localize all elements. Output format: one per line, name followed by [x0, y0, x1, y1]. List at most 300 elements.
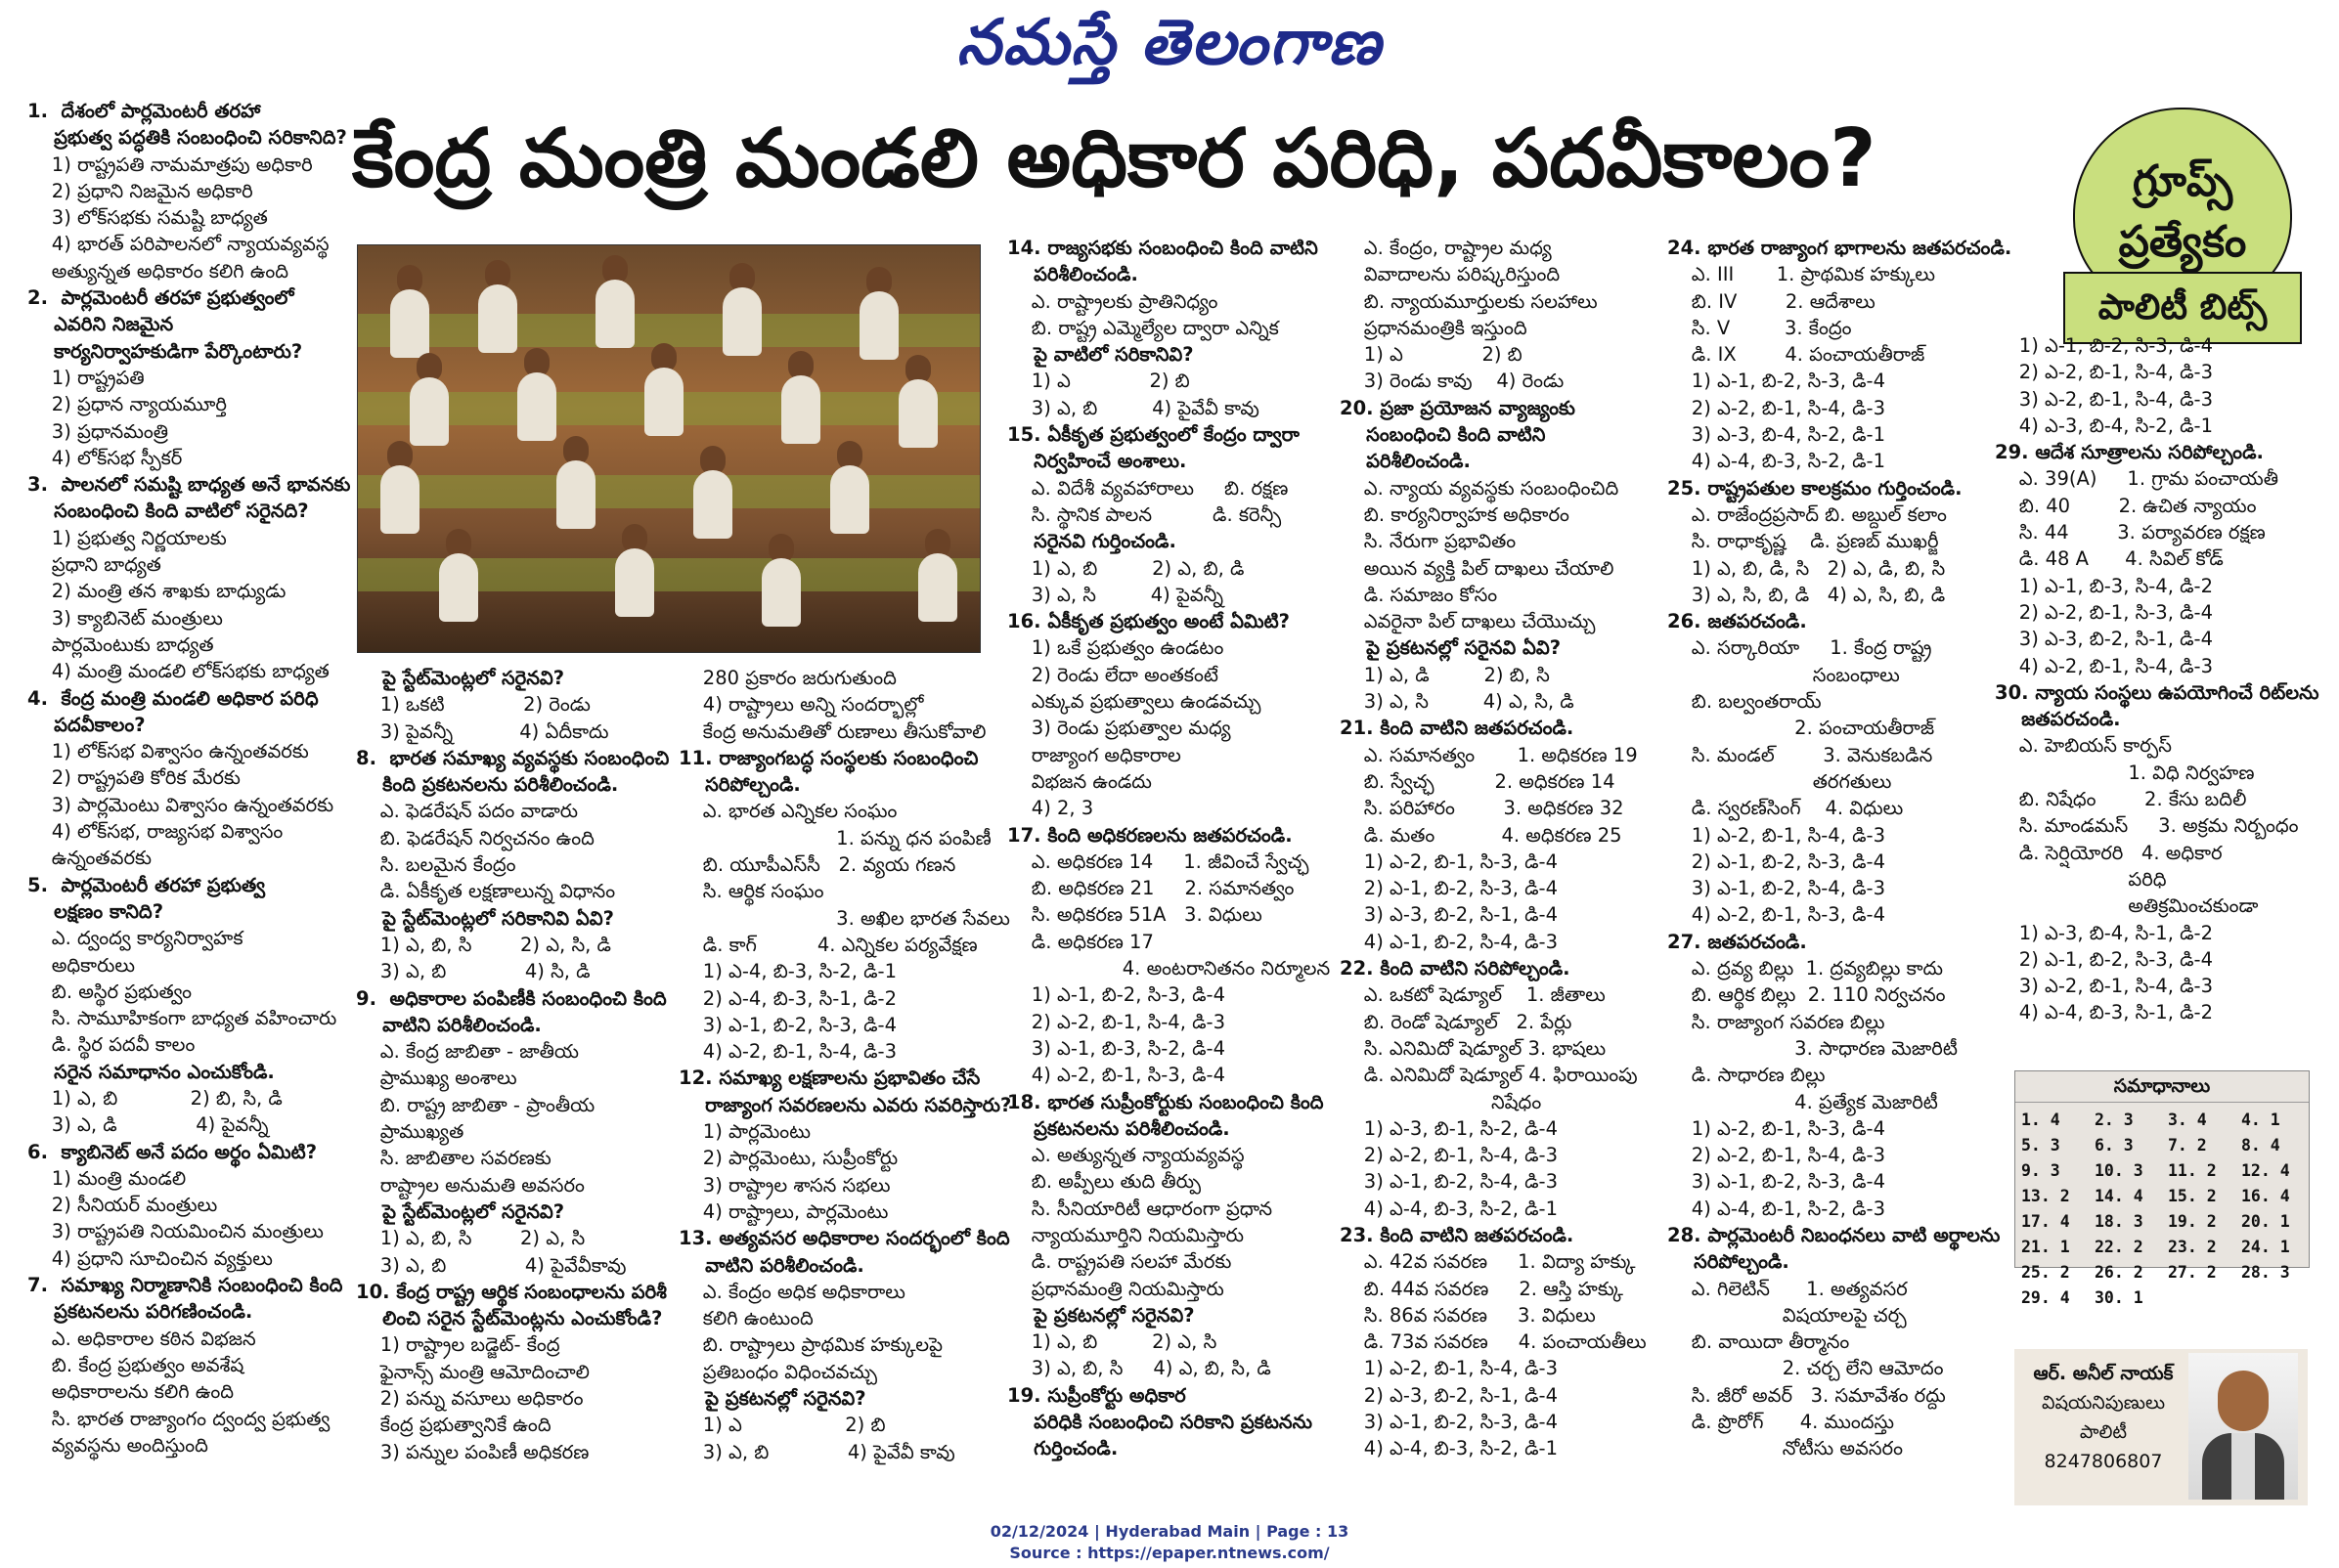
- option-text: 1) ఎ 2) బి: [679, 1414, 886, 1437]
- question-text: సరిపోల్చండి.: [679, 773, 801, 797]
- option-text: 1) ఎ, బి 2) బి, సి, డి: [27, 1086, 283, 1110]
- option-text: డి. 73వ సవరణ 4. పంచాయతీలు: [1340, 1330, 1647, 1354]
- option-text: డి. స్వరణ్‌సింగ్ 4. విధులు: [1667, 797, 1904, 820]
- option-text: 2. చర్చ లేని ఆమోదం: [1667, 1357, 1944, 1380]
- badge-line1: గ్రూప్స్: [2132, 156, 2233, 206]
- option-text: ఎ. ఫెడరేషన్ పదం వాడారు: [356, 800, 579, 823]
- option-text: ఎ. హెబియస్ కార్పస్: [1995, 734, 2172, 758]
- option-text: డి. ఎనిమిదో షెడ్యూల్ 4. ఫిరాయింపు: [1340, 1064, 1638, 1087]
- question-text: 20. ప్రజా ప్రయోజన వ్యాజ్యంకు: [1340, 396, 1575, 419]
- question-text: 16. ఏకీకృత ప్రభుత్వం అంటే ఏమిటి?: [1007, 610, 1290, 633]
- option-text: 1) మంత్రి మండలి: [27, 1166, 187, 1190]
- question-text: 18. భారత సుప్రీంకోర్టుకు సంబంధించి కింది: [1007, 1090, 1324, 1113]
- question-text: పరిధికి సంబంధించి సరికాని ప్రకటనను: [1007, 1411, 1313, 1434]
- option-text: 1) ఎ, డి 2) బి, సి: [1340, 663, 1550, 686]
- question-text: 22. కింది వాటిని సరిపోల్చండి.: [1340, 957, 1570, 980]
- option-text: 2) ఎ-2, బి-1, సి-4, డి-3: [1667, 1144, 1885, 1167]
- option-text: కేంద్ర అనుమతితో రుణాలు తీసుకోవాలి: [679, 719, 987, 743]
- option-text: బి. వాయిదా తీర్మానం: [1667, 1330, 1850, 1354]
- option-text: బి. అధికరణ 21 2. సమానత్వం: [1007, 877, 1295, 900]
- answer-cell: 16. 4: [2241, 1186, 2290, 1205]
- option-text: బి. స్వేచ్ఛ 2. అధికరణ 14: [1340, 769, 1615, 793]
- option-text: ఎ. న్యాయ వ్యవస్థకు సంబంధించిది: [1340, 476, 1619, 500]
- answer-cell: 24. 1: [2241, 1237, 2290, 1256]
- answer-cell: 27. 2: [2168, 1262, 2217, 1282]
- option-text: 3) లోక్‌సభకు సమష్టి బాధ్యత: [27, 206, 268, 230]
- option-text: 1) ఒకటి 2) రెండు: [356, 693, 591, 717]
- option-text: కేంద్ర ప్రభుత్వానికే ఉంది: [356, 1414, 552, 1437]
- question-text: 10. కేంద్ర రాష్ట్ర ఆర్థిక సంబంధాలను పరిశీ: [356, 1280, 667, 1303]
- question-text: పై ప్రకటనల్లో సరైనవి?: [1007, 1303, 1195, 1327]
- question-text: పై ప్రకటనల్లో సరైనవి ఏవి?: [1340, 636, 1562, 660]
- option-text: ప్రధానమంత్రి నియమిస్తారు: [1007, 1277, 1224, 1300]
- option-text: 4) ఎ-4, బి-3, సి-2, డి-1: [1667, 450, 1885, 473]
- option-text: 280 ప్రకారం జరుగుతుంది: [679, 667, 897, 689]
- option-text: 1) ఎ-1, బి-2, సి-3, డి-4: [1995, 334, 2213, 357]
- option-text: బి. రాష్ట్రాలు ప్రాథమిక హక్కులపై: [679, 1333, 943, 1357]
- option-text: 1) ఎ, బి, డి, సి 2) ఎ, డి, బి, సి: [1667, 556, 1946, 580]
- answer-cell: 25. 2: [2021, 1262, 2070, 1282]
- option-text: బి. ఫెడరేషన్ నిర్వచనం ఉంది: [356, 826, 595, 849]
- question-text: 7. సమాఖ్య నిర్మాణానికి సంబంధించి కింది: [27, 1274, 343, 1297]
- option-text: సి. అధికరణ 51A 3. విధులు: [1007, 903, 1262, 927]
- answer-row: [2015, 1234, 2309, 1259]
- option-text: 2) పార్లమెంటు, సుప్రీంకోర్టు: [679, 1147, 899, 1170]
- option-text: ఎ. అధికారాల కఠిన విభజన: [27, 1327, 256, 1350]
- answer-cell: 22. 2: [2095, 1237, 2143, 1256]
- author-info: [2020, 1359, 2186, 1476]
- option-text: 3) ఎ-1, బి-2, సి-4, డి-3: [1667, 877, 1885, 900]
- column-1: [27, 98, 350, 1459]
- answer-cell: 20. 1: [2241, 1211, 2290, 1231]
- option-text: 4) ఎ-3, బి-4, సి-2, డి-1: [1995, 414, 2213, 437]
- option-text: 1) ఎ-3, బి-4, సి-1, డి-2: [1995, 921, 2213, 944]
- option-text: 3) ఎ-2, బి-1, సి-4, డి-3: [1995, 387, 2213, 411]
- option-text: 3) ఎ, సి 4) ఎ, సి, డి: [1340, 690, 1574, 714]
- option-text: అత్యున్నత అధికారం కలిగి ఉంది: [27, 259, 289, 283]
- option-text: 1) ఎ 2) బి: [1340, 343, 1523, 367]
- option-text: డి. సాధారణ బిల్లు: [1667, 1064, 1826, 1087]
- question-text: 19. సుప్రీంకోర్టు అధికార: [1007, 1383, 1186, 1407]
- option-text: 1) ఒకే ప్రభుత్వం ఉండటం: [1007, 636, 1224, 660]
- option-text: 4) ఎ-2, బి-1, సి-3, డి-4: [1667, 903, 1885, 927]
- option-text: ఎ. సమానత్వం 1. అధికరణ 19: [1340, 743, 1638, 766]
- answer-cell: 1. 4: [2021, 1110, 2060, 1129]
- option-text: 3) రాష్ట్రపతి నియమించిన మంత్రులు: [27, 1220, 324, 1243]
- option-text: ఎ. సర్కారియా 1. కేంద్ర రాష్ట్ర: [1667, 636, 1932, 660]
- option-text: 1) ఎ, బి 2) ఎ, బి, డి: [1007, 556, 1245, 580]
- option-text: 3) ఎ-1, బి-2, సి-3, డి-4: [1340, 1411, 1558, 1434]
- answer-cell: 28. 3: [2241, 1262, 2290, 1282]
- option-text: 3) రాష్ట్రాల శాసన సభలు: [679, 1173, 891, 1197]
- answer-cell: 11. 2: [2168, 1160, 2217, 1180]
- option-text: డి. మతం 4. అధికరణ 25: [1340, 823, 1622, 847]
- option-text: 3. అఖిల భారత సేవలు: [679, 906, 1010, 930]
- option-text: సి. నేరుగా ప్రభావితం: [1340, 530, 1517, 553]
- answer-cell: 4. 1: [2241, 1110, 2280, 1129]
- option-text: 2) ఎ-2, బి-1, సి-3, డి-4: [1995, 600, 2213, 624]
- option-text: బి. నిషేధం 2. కేసు బదిలీ: [1995, 788, 2247, 811]
- badge-label: పాలిటీ బిట్స్: [2063, 272, 2302, 344]
- option-text: ఎ. భారత ఎన్నికల సంఘం: [679, 800, 898, 823]
- answer-cell: [2162, 1285, 2235, 1310]
- option-text: 1) ఎ-1, బి-3, సి-4, డి-2: [1995, 574, 2213, 597]
- option-text: 4) లోక్‌సభ, రాజ్యసభ విశ్వాసం: [27, 820, 284, 844]
- option-text: ప్రధాని బాధ్యత: [27, 553, 161, 577]
- option-text: విషయాలపై చర్చ: [1667, 1303, 1907, 1327]
- option-text: సి. ఆర్థిక సంఘం: [679, 880, 824, 903]
- option-text: 3) పార్లమెంటు విశ్వాసం ఉన్నంతవరకు: [27, 793, 334, 816]
- option-text: బి. రాష్ట్ర జాబితా - ప్రాంతీయ: [356, 1093, 596, 1116]
- question-text: 25. రాష్ట్రపతుల కాలక్రమం గుర్తించండి.: [1667, 476, 1963, 500]
- option-text: 3) ఎ-1, బి-3, సి-2, డి-4: [1007, 1036, 1225, 1060]
- question-text: 2. పార్లమెంటరీ తరహా ప్రభుత్వంలో: [27, 286, 294, 310]
- option-text: 3) ఎ-2, బి-1, సి-4, డి-3: [1995, 975, 2213, 998]
- option-text: డి. అధికరణ 17: [1007, 930, 1154, 953]
- option-text: 2) ప్రధాని నిజమైన అధికారి: [27, 179, 253, 202]
- answer-row: [2015, 1285, 2309, 1310]
- option-text: 1) లోక్‌సభ విశ్వాసం ఉన్నంతవరకు: [27, 740, 309, 763]
- option-text: 4) ఎ-4, బి-1, సి-2, డి-3: [1667, 1197, 1885, 1220]
- author-name: ఆర్. అనీల్ నాయక్: [2033, 1363, 2174, 1384]
- option-text: 2) ఎ-3, బి-2, సి-1, డి-4: [1340, 1383, 1558, 1407]
- question-text: 5. పార్లమెంటరీ తరహా ప్రభుత్వ: [27, 873, 266, 896]
- question-text: కింది ప్రకటనలను పరిశీలించండి.: [356, 773, 619, 797]
- column-4: [1340, 235, 1672, 1462]
- option-text: 3) క్యాబినెట్ మంత్రులు: [27, 606, 223, 630]
- option-text: 1. పన్ను ధన పంపిణీ: [679, 826, 992, 849]
- answer-cell: 2. 3: [2095, 1110, 2134, 1129]
- footer-source: Source : https://epaper.ntnews.com/: [1009, 1544, 1330, 1562]
- answer-cell: 19. 2: [2168, 1211, 2217, 1231]
- option-text: ఎ. కేంద్ర జాబితా - జాతీయ: [356, 1040, 579, 1064]
- option-text: 3) ఎ, డి 4) పైవన్నీ: [27, 1113, 269, 1137]
- option-text: 2) ఎ-2, బి-1, సి-4, డి-3: [1007, 1010, 1225, 1033]
- answer-key-title: సమాధానాలు: [2015, 1075, 2309, 1103]
- option-text: 2) పన్ను వసూలు అధికారం: [356, 1387, 584, 1411]
- page-footer: [0, 1521, 2339, 1564]
- answer-cell: 26. 2: [2095, 1262, 2143, 1282]
- option-text: సి. రాజ్యాంగ సవరణ బిల్లు: [1667, 1010, 1885, 1033]
- option-text: ఉన్నంతవరకు: [27, 847, 152, 870]
- option-text: 1) ఎ-2, బి-1, సి-3, డి-4: [1667, 1116, 1885, 1140]
- option-text: సి. బలమైన కేంద్రం: [356, 853, 516, 877]
- answer-cell: 8. 4: [2241, 1135, 2280, 1154]
- question-text: ప్రకటనలను పరిగణించండి.: [27, 1300, 253, 1324]
- question-text: 13. అత్యవసర అధికారాల సందర్భంలో కింది: [679, 1227, 1010, 1250]
- answer-cell: 30. 1: [2095, 1287, 2143, 1307]
- answer-cell: 5. 3: [2021, 1135, 2060, 1154]
- option-text: ఎ. ద్రవ్య బిల్లు 1. ద్రవ్యబిల్లు కాదు: [1667, 957, 1943, 980]
- question-text: లించి సరైన స్టేట్‌మెంట్లను ఎంచుకోండి?: [356, 1307, 663, 1330]
- answer-row: [2015, 1208, 2309, 1234]
- option-text: సి. V 3. కేంద్రం: [1667, 316, 1852, 339]
- option-text: 1) రాష్ట్రపతి నామమాత్రపు అధికారి: [27, 152, 313, 176]
- option-text: 1) ఎ-1, బి-2, సి-3, డి-4: [1007, 983, 1225, 1007]
- question-text: 28. పార్లమెంటరీ నిబంధనలు వాటి అర్థాలను: [1667, 1223, 2001, 1246]
- option-text: డి. ఏకీకృత లక్షణాలున్న విధానం: [356, 880, 616, 903]
- footer-date-edition: 02/12/2024 | Hyderabad Main | Page : 13: [990, 1522, 1349, 1541]
- option-text: 1) ఎ-2, బి-1, సి-4, డి-3: [1667, 823, 1885, 847]
- option-text: ఎ. III 1. ప్రాథమిక హక్కులు: [1667, 263, 1935, 286]
- section-badge: [2063, 108, 2298, 347]
- option-text: 4) మంత్రి మండలి లోక్‌సభకు బాధ్యత: [27, 660, 330, 683]
- option-text: సి. భారత రాజ్యాంగం ద్వంద్వ ప్రభుత్వ: [27, 1407, 331, 1430]
- option-text: 2) ఎ-1, బి-2, సి-3, డి-4: [1340, 877, 1558, 900]
- option-text: 1) రాష్ట్రాల బడ్జెట్- కేంద్ర: [356, 1333, 560, 1357]
- question-text: లక్షణం కానిది?: [27, 899, 164, 923]
- option-text: అయిన వ్యక్తి పిల్ దాఖలు చేయాలి: [1340, 556, 1614, 580]
- option-text: వివాదాలను పరిష్కరిస్తుంది: [1340, 263, 1561, 286]
- option-text: తరగతులు: [1667, 769, 1892, 793]
- option-text: డి. సమాజం కోసం: [1340, 583, 1498, 606]
- option-text: 1) ఎ-2, బి-1, సి-4, డి-3: [1340, 1357, 1558, 1380]
- option-text: డి. స్థిర పదవీ కాలం: [27, 1033, 196, 1057]
- option-text: 1) ఎ, బి, సి 2) ఎ, సి: [356, 1227, 586, 1250]
- column-2: [356, 665, 679, 1465]
- option-text: సి. స్థానిక పాలన డి. కరెన్సీ: [1007, 502, 1282, 526]
- option-text: 4) ఎ-4, బి-3, సి-1, డి-2: [1995, 1001, 2213, 1024]
- option-text: కలిగి ఉంటుంది: [679, 1307, 814, 1330]
- option-text: 3) ఎ-3, బి-2, సి-1, డి-4: [1995, 628, 2213, 651]
- option-text: బి. 44వ సవరణ 2. ఆస్తి హక్కు: [1340, 1277, 1623, 1300]
- option-text: 4) ప్రధాని సూచించిన వ్యక్తులు: [27, 1246, 273, 1270]
- option-text: సి. జాబితాల సవరణకు: [356, 1147, 552, 1170]
- question-text: పై ప్రకటనల్లో సరైనవి?: [679, 1387, 866, 1411]
- answer-row: [2015, 1132, 2309, 1157]
- option-text: సి. మాండమస్ 3. అక్రమ నిర్బంధం: [1995, 814, 2299, 838]
- option-text: ప్రతిబంధం విధించవచ్చు: [679, 1360, 878, 1383]
- question-text: గుర్తించండి.: [1007, 1437, 1119, 1460]
- option-text: ఎ. ద్వంద్వ కార్యనిర్వాహక: [27, 927, 243, 950]
- option-text: 1) ఎ, బి 2) ఎ, సి: [1007, 1330, 1217, 1354]
- answer-cell: 18. 3: [2095, 1211, 2143, 1231]
- option-text: 3) ఎ-1, బి-2, సి-4, డి-3: [1340, 1170, 1558, 1194]
- question-text: పదవీకాలం?: [27, 713, 146, 736]
- option-text: 3) ఎ, బి 4) సి, డి: [356, 960, 591, 983]
- question-text: జతపరచండి.: [1995, 708, 2121, 731]
- option-text: 2) ప్రధాన న్యాయమూర్తి: [27, 393, 227, 416]
- option-text: 3) పన్నుల పంపిణీ అధికరణ: [356, 1440, 590, 1463]
- option-text: డి. IX 4. పంచాయతీరాజ్: [1667, 343, 1925, 367]
- option-text: బి. న్యాయమూర్తులకు సలహాలు: [1340, 289, 1598, 313]
- option-text: ఎ. రాష్ట్రాలకు ప్రాతినిధ్యం: [1007, 289, 1218, 313]
- option-text: 3) ఎ, బి 4) పైవేవీ కావు: [679, 1440, 955, 1463]
- option-text: 2) సీనియర్ మంత్రులు: [27, 1194, 218, 1217]
- option-text: 1) ఎ 2) బి: [1007, 370, 1190, 393]
- masthead-logo: నమస్తే తెలంగాణ: [956, 6, 1383, 79]
- option-text: విభజన ఉండదు: [1007, 769, 1152, 793]
- question-text: వాటిని పరిశీలించండి.: [679, 1253, 864, 1277]
- option-text: సి. రాధాకృష్ణ డి. ప్రణబ్ ముఖర్జీ: [1667, 530, 1939, 553]
- option-text: 3) ఎ-1, బి-2, సి-3, డి-4: [1667, 1170, 1885, 1194]
- option-text: పరిధి: [1995, 867, 2167, 891]
- option-text: ప్రాముఖ్య అంశాలు: [356, 1067, 517, 1090]
- option-text: సంబంధాలు: [1667, 663, 1900, 686]
- option-text: బి. బల్వంతరాయ్: [1667, 690, 1822, 714]
- question-text: పై స్టేట్‌మెంట్లలో సరైనవి?: [356, 667, 565, 689]
- question-text: 12. సమాఖ్య లక్షణాలను ప్రభావితం చేసే: [679, 1067, 981, 1090]
- option-text: 4) ఎ-2, బి-1, సి-4, డి-3: [1995, 654, 2213, 677]
- answer-cell: 9. 3: [2021, 1160, 2060, 1180]
- option-text: డి. 48 A 4. సివిల్ కోడ్: [1995, 547, 2224, 571]
- answer-key-table: [2015, 1107, 2309, 1310]
- question-text: 24. భారత రాజ్యాంగ భాగాలను జతపరచండి.: [1667, 237, 2012, 259]
- question-text: 11. రాజ్యాంగబద్ధ సంస్థలకు సంబంధించి: [679, 746, 979, 769]
- answer-cell: 17. 4: [2021, 1211, 2070, 1231]
- option-text: ఎ. అత్యున్నత న్యాయవ్యవస్థ: [1007, 1144, 1245, 1167]
- option-text: 2. పంచాయతీరాజ్: [1667, 717, 1935, 740]
- answer-cell: 14. 4: [2095, 1186, 2143, 1205]
- option-text: 4) రాష్ట్రాలు అన్ని సందర్భాల్లో: [679, 693, 924, 717]
- option-text: 1) పార్లమెంటు: [679, 1120, 811, 1144]
- question-text: సరిపోల్చండి.: [1667, 1250, 1789, 1274]
- option-text: డి. ప్రొరోగ్ 4. ముందస్తు: [1667, 1411, 1894, 1434]
- option-text: బి. అప్పీలు తుది తీర్పు: [1007, 1170, 1202, 1194]
- article-headline: కేంద్ర మంత్రి మండలి అధికార పరిధి, పదవీకాలం?: [352, 112, 1876, 205]
- option-text: సి. 44 3. పర్యావరణ రక్షణ: [1995, 521, 2266, 544]
- option-text: సి. పరిహారం 3. అధికరణ 32: [1340, 797, 1624, 820]
- question-text: ప్రభుత్వ పద్ధతికి సంబంధించి సరికానిది?: [27, 126, 347, 150]
- option-text: 1) ఎ-3, బి-1, సి-2, డి-4: [1340, 1116, 1558, 1140]
- option-text: బి. కేంద్ర ప్రభుత్వం అవశేష: [27, 1353, 244, 1376]
- option-text: బి. 40 2. ఉచిత న్యాయం: [1995, 494, 2257, 517]
- option-text: 3) ఎ, బి 4) పైవేవీ కావు: [1007, 396, 1259, 419]
- option-text: 1) ఎ-4, బి-3, సి-2, డి-1: [679, 960, 897, 983]
- option-text: 2) ఎ-1, బి-2, సి-3, డి-4: [1995, 947, 2213, 971]
- option-text: ఎ. రాజేంద్రప్రసాద్ బి. అబ్దుల్ కలాం: [1667, 502, 1947, 526]
- option-text: 4) ఎ-2, బి-1, సి-3, డి-4: [1007, 1064, 1225, 1087]
- question-text: రాజ్యాంగ సవరణలను ఎవరు సవరిస్తారు?: [679, 1093, 1012, 1116]
- question-text: సంబంధించి కింది వాటిలో సరైనది?: [27, 500, 309, 523]
- answer-cell: [2235, 1285, 2309, 1310]
- question-text: పరిశీలించండి.: [1007, 263, 1138, 286]
- question-text: 26. జతపరచండి.: [1667, 610, 1807, 633]
- option-text: 4) రాష్ట్రాలు, పార్లమెంటు: [679, 1199, 889, 1223]
- question-text: 9. అధికారాల పంపిణీకి సంబంధించి కింది: [356, 986, 667, 1010]
- option-text: 3) ప్రధానమంత్రి: [27, 419, 169, 443]
- option-text: 4) లోక్‌సభ స్పీకర్: [27, 446, 183, 469]
- column-2b: [679, 665, 1012, 1465]
- option-text: అతిక్రమించకుండా: [1995, 894, 2259, 918]
- answer-cell: 12. 4: [2241, 1160, 2290, 1180]
- option-text: 4) భారత్ పరిపాలనలో న్యాయవ్యవస్థ: [27, 233, 330, 256]
- option-text: ఎవరైనా పిల్ దాఖలు చేయొచ్చు: [1340, 610, 1596, 633]
- option-text: 2) ఎ-2, బి-1, సి-4, డి-3: [1995, 361, 2213, 384]
- author-box: [2014, 1349, 2308, 1505]
- author-subject: పాలిటీ: [2079, 1421, 2128, 1443]
- option-text: 1) ఎ-1, బి-2, సి-3, డి-4: [1667, 370, 1885, 393]
- option-text: బి. కార్యనిర్వాహక అధికారం: [1340, 502, 1569, 526]
- option-text: 3) రెండు కావు 4) రెండు: [1340, 370, 1565, 393]
- question-text: 30. న్యాయ సంస్థలు ఉపయోగించే రిట్‌లను: [1995, 680, 2319, 704]
- option-text: ఎ. కేంద్రం, రాష్ట్రాల మధ్య: [1340, 237, 1552, 259]
- question-text: పై స్టేట్‌మెంట్లలో సరైనవి?: [356, 1199, 565, 1223]
- option-text: 2) రాష్ట్రపతి కోరిక మేరకు: [27, 766, 241, 790]
- question-text: 3. పాలనలో సమష్టి బాధ్యత అనే భావనకు: [27, 473, 351, 497]
- option-text: డి. రాష్ట్రపతి సలహా మేరకు: [1007, 1250, 1232, 1274]
- option-text: 2) ఎ-2, బి-1, సి-4, డి-3: [1340, 1144, 1558, 1167]
- question-text: 4. కేంద్ర మంత్రి మండలి అధికార పరిధి: [27, 686, 319, 710]
- column-6: [1995, 332, 2327, 1026]
- column-5: [1667, 235, 2012, 1462]
- question-text: 23. కింది వాటిని జతపరచండి.: [1340, 1223, 1574, 1246]
- option-text: ఫైనాన్స్ మంత్రి ఆమోదించాలి: [356, 1360, 590, 1383]
- option-text: ఎ. 39(A) 1. గ్రామ పంచాయతీ: [1995, 467, 2278, 491]
- option-text: 4) 2, 3: [1007, 797, 1094, 820]
- option-text: ఎక్కువ ప్రభుత్వాలు ఉండవచ్చు: [1007, 690, 1261, 714]
- option-text: 3) ఎ, బి, సి 4) ఎ, బి, సి, డి: [1007, 1357, 1271, 1380]
- answer-row: [2015, 1157, 2309, 1183]
- option-text: 1) ఎ, బి, సి 2) ఎ, సి, డి: [356, 933, 611, 956]
- question-text: సరైనవి గుర్తించండి.: [1007, 530, 1176, 553]
- option-text: 3. సాధారణ మెజారిటీ: [1667, 1036, 1958, 1060]
- question-text: పై స్టేట్‌మెంట్లలో సరికానివి ఏవి?: [356, 906, 614, 930]
- option-text: 3) ఎ, సి 4) పైవన్నీ: [1007, 583, 1224, 606]
- option-text: 3) ఎ, సి, బి, డి 4) ఎ, సి, బి, డి: [1667, 583, 1946, 606]
- option-text: డి. సెర్షియోరరి 4. అధికార: [1995, 841, 2223, 864]
- option-text: బి. రాష్ట్ర ఎమ్మెల్యేల ద్వారా ఎన్నిక: [1007, 316, 1279, 339]
- author-role: విషయనిపుణులు: [2041, 1392, 2166, 1414]
- answer-row: [2015, 1107, 2309, 1132]
- option-text: సి. జీరో అవర్ 3. సమావేశం రద్దు: [1667, 1383, 1946, 1407]
- question-text: 1. దేశంలో పార్లమెంటరీ తరహా: [27, 100, 261, 122]
- question-text: వాటిని పరిశీలించండి.: [356, 1013, 542, 1036]
- question-text: పరిశీలించండి.: [1340, 450, 1471, 473]
- option-text: నోటీసు అవసరం: [1667, 1437, 1903, 1460]
- question-text: 29. ఆదేశ సూత్రాలను సరిపోల్చండి.: [1995, 441, 2264, 464]
- question-text: సరైన సమాధానం ఎంచుకోండి.: [27, 1060, 275, 1083]
- option-text: 3) ఎ-1, బి-2, సి-3, డి-4: [679, 1013, 897, 1036]
- option-text: సి. ఎనిమిదో షెడ్యూల్ 3. భాషలు: [1340, 1036, 1607, 1060]
- option-text: సి. సీనియారిటీ ఆధారంగా ప్రధాన: [1007, 1197, 1273, 1220]
- question-text: 6. క్యాబినెట్ అనే పదం అర్థం ఏమిటి?: [27, 1140, 318, 1163]
- option-text: అధికారాలను కలిగి ఉంది: [27, 1380, 235, 1404]
- option-text: 4) ఎ-4, బి-3, సి-2, డి-1: [1340, 1197, 1558, 1220]
- option-text: డి. కాగ్ 4. ఎన్నికల పర్యవేక్షణ: [679, 933, 978, 956]
- option-text: 4. అంటరానితనం నిర్మూలన: [1007, 957, 1331, 980]
- question-text: పై వాటిలో సరికానివి?: [1007, 343, 1194, 367]
- option-text: రాష్ట్రాల అనుమతి అవసరం: [356, 1173, 585, 1197]
- option-text: 3) రెండు ప్రభుత్వాల మధ్య: [1007, 717, 1231, 740]
- question-text: ఎవరిని నిజమైన: [27, 313, 174, 336]
- answer-row: [2015, 1183, 2309, 1208]
- option-text: బి. IV 2. ఆదేశాలు: [1667, 289, 1876, 313]
- option-text: సి. 86వ సవరణ 3. విధులు: [1340, 1303, 1596, 1327]
- answer-cell: 21. 1: [2021, 1237, 2070, 1256]
- author-photo: [2188, 1353, 2298, 1500]
- option-text: 2) రెండు లేదా అంతకంటే: [1007, 663, 1218, 686]
- option-text: ఎ. అధికరణ 14 1. జీవించే స్వేచ్ఛ: [1007, 849, 1309, 873]
- option-text: 1) రాష్ట్రపతి: [27, 366, 145, 389]
- option-text: 4) ఎ-4, బి-3, సి-2, డి-1: [1340, 1437, 1558, 1460]
- answer-cell: 13. 2: [2021, 1186, 2070, 1205]
- answer-cell: 23. 2: [2168, 1237, 2217, 1256]
- option-text: 4) ఎ-1, బి-2, సి-4, డి-3: [1340, 930, 1558, 953]
- option-text: 3) ఎ, బి 4) పైవేవీకావు: [356, 1253, 627, 1277]
- answer-cell: 3. 4: [2168, 1110, 2207, 1129]
- option-text: 3) పైవన్నీ 4) ఏదీకాదు: [356, 719, 609, 743]
- question-text: కార్యనిర్వాహకుడిగా పేర్కొంటారు?: [27, 339, 303, 363]
- option-text: 4) ఎ-2, బి-1, సి-4, డి-3: [679, 1040, 897, 1064]
- answer-cell: 6. 3: [2095, 1135, 2134, 1154]
- option-text: 3) ఎ-3, బి-4, సి-2, డి-1: [1667, 423, 1885, 447]
- option-text: వ్యవస్థను అందిస్తుంది: [27, 1433, 208, 1457]
- question-text: 15. ఏకీకృత ప్రభుత్వంలో కేంద్రం ద్వారా: [1007, 423, 1300, 447]
- option-text: ఎ. ఒకటో షెడ్యూల్ 1. జీతాలు: [1340, 983, 1606, 1007]
- question-text: 27. జతపరచండి.: [1667, 930, 1807, 953]
- answer-cell: 7. 2: [2168, 1135, 2207, 1154]
